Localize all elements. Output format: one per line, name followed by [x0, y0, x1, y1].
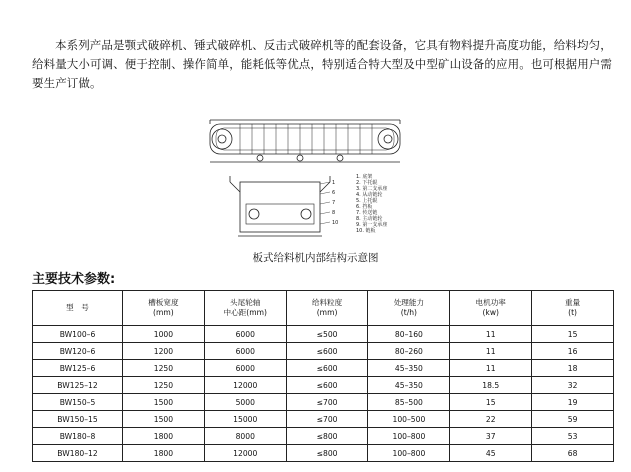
cell-center-distance: 6000	[204, 360, 286, 377]
header-unit: 中心距(mm)	[223, 308, 267, 317]
table-row	[33, 428, 614, 445]
cell-capacity: 85–500	[368, 394, 450, 411]
table-row	[33, 411, 614, 428]
cell-center-distance: 5000	[204, 394, 286, 411]
spec-table-head	[33, 291, 614, 326]
cell-motor-power: 37	[450, 428, 532, 445]
cell-width: 1250	[123, 360, 205, 377]
callout-number: 8	[332, 210, 336, 216]
cell-center-distance: 6000	[204, 326, 286, 343]
legend-item: 1. 底架	[356, 174, 373, 180]
cell-weight: 18	[532, 360, 614, 377]
cell-motor-power: 45	[450, 445, 532, 462]
cell-model: BW180–8	[33, 428, 123, 445]
diagram-svg	[180, 96, 440, 246]
cell-width: 1800	[123, 445, 205, 462]
cell-center-distance: 15000	[204, 411, 286, 428]
cross-section-frame	[240, 182, 320, 232]
cell-width: 1500	[123, 394, 205, 411]
table-row	[33, 343, 614, 360]
cell-feed-size: ≤800	[286, 445, 368, 462]
legend-item: 10. 链板	[356, 228, 376, 234]
intro-text: 本系列产品是颚式破碎机、锤式破碎机、反击式破碎机等的配套设备，它具有物料提升高度功能，给料均匀，给料量大小可调、便于控制、操作简单，能耗低等优点，特别适合特大型及中型矿山设备的应用。也可根据用户需要生产订做。	[32, 38, 612, 90]
legend-item: 7. 传送链	[356, 210, 378, 216]
cell-center-distance: 6000	[204, 343, 286, 360]
callout-number: 1	[332, 180, 336, 186]
driven-sprocket	[212, 129, 232, 149]
cell-feed-size: ≤600	[286, 360, 368, 377]
header-unit: (kw)	[482, 308, 499, 317]
cell-capacity: 100–800	[368, 445, 450, 462]
cell-capacity: 100–800	[368, 428, 450, 445]
header-label: 头尾轮轴	[230, 298, 261, 307]
cell-model: BW150–15	[33, 411, 123, 428]
cell-motor-power: 22	[450, 411, 532, 428]
cell-width: 1250	[123, 377, 205, 394]
cell-weight: 53	[532, 428, 614, 445]
header-capacity	[368, 291, 450, 326]
header-center-distance	[204, 291, 286, 326]
cell-capacity: 45–350	[368, 360, 450, 377]
table-row	[33, 445, 614, 462]
cell-motor-power: 11	[450, 343, 532, 360]
cell-model: BW150–5	[33, 394, 123, 411]
cell-model: BW125–6	[33, 360, 123, 377]
feeder-structure-diagram	[180, 96, 440, 246]
cell-weight: 32	[532, 377, 614, 394]
callout-number: 10	[332, 220, 339, 226]
header-label: 处理能力	[393, 298, 425, 307]
header-label: 重量	[564, 298, 581, 307]
cell-feed-size: ≤600	[286, 377, 368, 394]
cell-motor-power: 11	[450, 326, 532, 343]
header-label: 槽板宽度	[148, 298, 179, 307]
cell-center-distance: 8000	[204, 428, 286, 445]
cell-capacity: 100–500	[368, 411, 450, 428]
cell-feed-size: ≤500	[286, 326, 368, 343]
header-width	[123, 291, 205, 326]
callout-number: 6	[332, 190, 336, 196]
cell-capacity: 80–160	[368, 326, 450, 343]
cell-feed-size: ≤700	[286, 394, 368, 411]
table-row	[33, 360, 614, 377]
table-row	[33, 326, 614, 343]
cell-width: 1000	[123, 326, 205, 343]
legend-item: 9. 第一支承座	[356, 222, 388, 228]
header-motor-power	[450, 291, 532, 326]
cell-capacity: 80–260	[368, 343, 450, 360]
header-label: 给料粒度	[311, 298, 343, 307]
section-title: 主要技术参数:	[32, 272, 116, 287]
spec-table-body	[33, 326, 614, 462]
table-row	[33, 377, 614, 394]
cell-model: BW125–12	[33, 377, 123, 394]
cell-model: BW120–6	[33, 343, 123, 360]
header-feed-size	[286, 291, 368, 326]
legend-item: 2. 下托辊	[356, 180, 378, 186]
header-label: 型 号	[66, 303, 89, 312]
callout-number: 7	[332, 200, 336, 206]
cell-weight: 68	[532, 445, 614, 462]
legend-item: 4. 从动链轮	[356, 192, 383, 198]
cell-capacity: 45–350	[368, 377, 450, 394]
header-unit: (t)	[568, 308, 578, 317]
cell-motor-power: 18.5	[450, 377, 532, 394]
cell-feed-size: ≤700	[286, 411, 368, 428]
header-model	[33, 291, 123, 326]
header-label: 电机功率	[475, 298, 506, 307]
cell-width: 1800	[123, 428, 205, 445]
header-row	[33, 291, 614, 326]
intro-paragraph	[32, 36, 612, 93]
cell-weight: 15	[532, 326, 614, 343]
table-row	[33, 394, 614, 411]
cell-center-distance: 12000	[204, 377, 286, 394]
cell-model: BW180–12	[33, 445, 123, 462]
legend-item: 6. 挡板	[356, 204, 373, 210]
drive-sprocket	[378, 129, 398, 149]
cell-width: 1500	[123, 411, 205, 428]
legend-item: 8. 主动链轮	[356, 216, 383, 222]
spec-table	[32, 290, 614, 462]
header-unit: (mm)	[316, 308, 338, 317]
cell-feed-size: ≤600	[286, 343, 368, 360]
chain-loop-outline	[210, 124, 400, 154]
cell-model: BW100–6	[33, 326, 123, 343]
cell-weight: 59	[532, 411, 614, 428]
legend-item: 5. 上托辊	[356, 198, 378, 204]
header-weight	[532, 291, 614, 326]
figure-caption: 板式给料机内部结构示意图	[252, 252, 379, 264]
cell-weight: 16	[532, 343, 614, 360]
header-unit: (mm)	[153, 308, 174, 317]
cell-weight: 19	[532, 394, 614, 411]
cell-width: 1200	[123, 343, 205, 360]
cell-motor-power: 11	[450, 360, 532, 377]
cell-center-distance: 12000	[204, 445, 286, 462]
header-unit: (t/h)	[400, 308, 418, 317]
cell-feed-size: ≤800	[286, 428, 368, 445]
cell-motor-power: 15	[450, 394, 532, 411]
legend-item: 3. 第二支承座	[356, 186, 388, 192]
